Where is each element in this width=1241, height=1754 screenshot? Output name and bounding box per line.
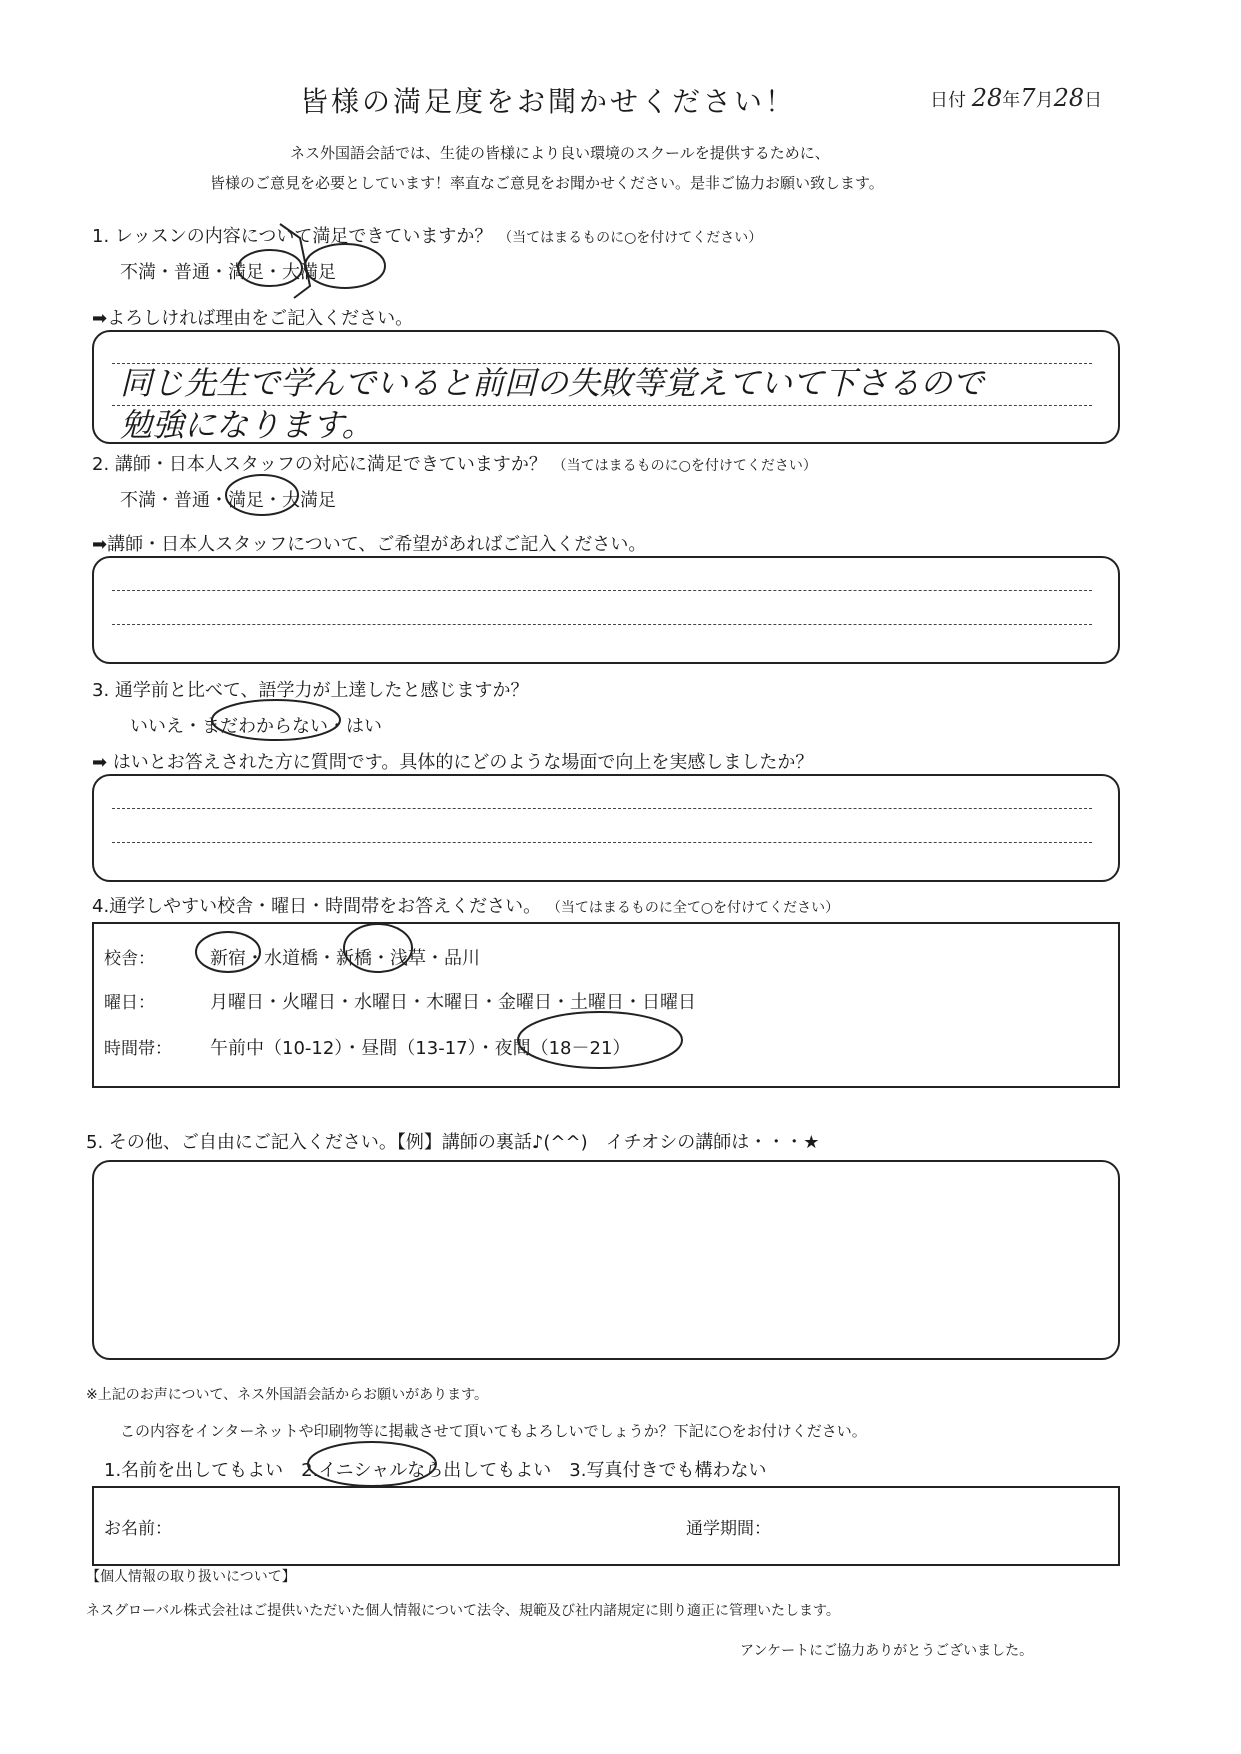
q2-options[interactable]: 不満・普通・満足・大満足: [120, 490, 336, 511]
q2-followup: ➡講師・日本人スタッフについて、ご希望があればご記入ください。: [92, 534, 647, 555]
privacy-heading: 【個人情報の取り扱いについて】: [86, 1569, 296, 1585]
date-label: 日付: [930, 90, 966, 111]
q3-answer-rule-1: [112, 808, 1092, 809]
q5-answer-box[interactable]: [92, 1160, 1120, 1360]
period-label: 通学期間：: [686, 1519, 771, 1539]
date-day-unit: 日: [1084, 90, 1103, 111]
q4-time-label: 時間帯：: [104, 1039, 172, 1059]
page-title: 皆様の満足度をお聞かせください！: [300, 85, 797, 118]
q4-note: （当てはまるものに全て○を付けてください）: [546, 900, 840, 916]
q4-question-text: 4.通学しやすい校舎・曜日・時間帯をお答えください。: [92, 896, 542, 917]
q5-question: 5. その他、ご自由にご記入ください。【例】講師の裏話♪(^^) イチオシの講師は・・・★: [86, 1132, 820, 1153]
privacy-text: ネスグローバル株式会社はご提供いただいた個人情報について法令、規範及び社内諸規定に則り適正に管理いたします。: [86, 1603, 840, 1619]
date-year-unit: 年: [1002, 90, 1021, 111]
intro-line-1: ネス外国語会話では、生徒の皆様により良い環境のスクールを提供するために、: [290, 144, 830, 162]
q3-answer-rule-2: [112, 842, 1092, 843]
q2-answer-box[interactable]: [92, 556, 1120, 664]
q1-question-text: 1. レッスンの内容について満足できていますか？: [92, 226, 493, 247]
q2-answer-rule-1: [112, 590, 1092, 591]
q2-question-text: 2. 講師・日本人スタッフの対応に満足できていますか？: [92, 454, 547, 475]
q1-note: （当てはまるものに○を付けてください）: [498, 230, 763, 246]
q2-question: [92, 450, 817, 476]
q2-note: （当てはまるものに○を付けてください）: [552, 458, 817, 474]
q4-day-options[interactable]: 月曜日・火曜日・水曜日・木曜日・金曜日・土曜日・日曜日: [210, 992, 696, 1013]
q3-question: 3. 通学前と比べて、語学力が上達したと感じますか？: [92, 680, 529, 701]
q1-answer-line-2: 勉強になります。: [120, 406, 374, 444]
q4-school-label: 校舎：: [104, 949, 155, 969]
intro-line-2: 皆様のご意見を必要としています！率直なご意見をお聞かせください。是非ご協力お願い致します。: [210, 174, 884, 192]
date-year: 28: [971, 84, 1003, 112]
consent-note: ※上記のお声について、ネス外国語会話からお願いがあります。: [86, 1387, 489, 1403]
q2-answer-rule-2: [112, 624, 1092, 625]
consent-options[interactable]: 1.名前を出してもよい 2.イニシャルなら出してもよい 3.写真付きでも構わない: [104, 1460, 767, 1481]
date-month-unit: 月: [1035, 90, 1054, 111]
q1-answer-line-1: 同じ先生で学んでいると前回の失敗等覚えていて下さるので: [120, 364, 985, 402]
consent-request: この内容をインターネットや印刷物等に掲載させて頂いてもよろしいでしょうか？下記に○をお付けください。: [120, 1422, 867, 1440]
name-period-box: [92, 1486, 1120, 1566]
q4-day-label: 曜日：: [104, 993, 155, 1013]
q3-followup: ➡ はいとお答えされた方に質問です。具体的にどのような場面で向上を実感しましたか？: [92, 752, 814, 773]
q3-answer-box[interactable]: [92, 774, 1120, 882]
q1-question: [92, 222, 762, 248]
q4-school-options[interactable]: 新宿・水道橋・新橋・浅草・品川: [210, 948, 480, 969]
thanks-text: アンケートにご協力ありがとうございました。: [740, 1643, 1034, 1659]
q4-time-options[interactable]: 午前中（10-12）・昼間（13-17）・夜間（18－21）: [210, 1038, 631, 1059]
q1-followup: ➡よろしければ理由をご記入ください。: [92, 308, 414, 329]
q3-options[interactable]: いいえ・まだわからない・はい: [130, 716, 382, 737]
q1-options[interactable]: 不満・普通・満足・大満足: [120, 262, 336, 283]
q4-question: [92, 892, 839, 918]
date-field[interactable]: [930, 84, 1102, 112]
date-month: 7: [1020, 84, 1036, 112]
date-day: 28: [1053, 84, 1085, 112]
name-label: お名前：: [104, 1519, 172, 1539]
